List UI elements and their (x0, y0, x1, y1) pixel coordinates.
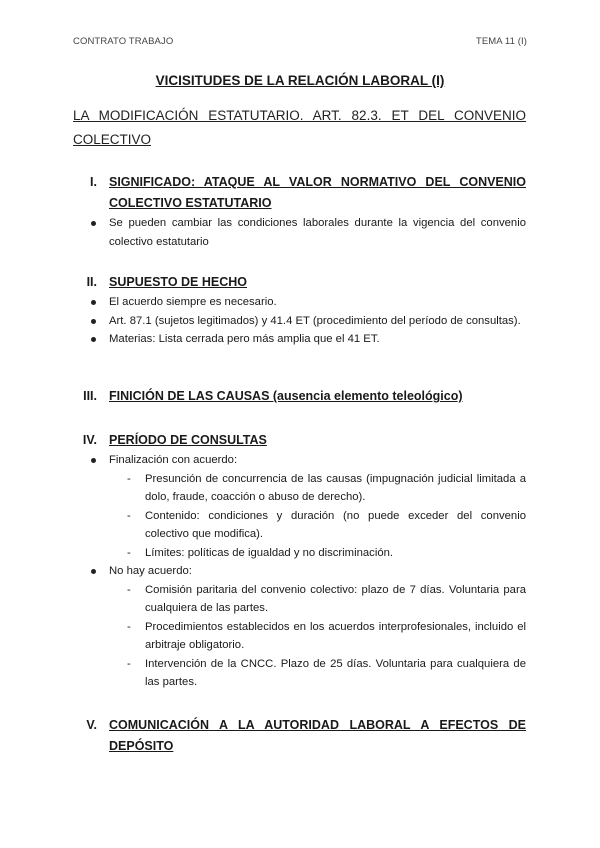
sub-list-item: - Presunción de concurrencia de las causas (impugnación judicial limitada a dolo, fraude, coacción o abuso de derecho). (73, 470, 526, 507)
section-heading (73, 272, 526, 293)
document-title: VICISITUDES DE LA RELACIÓN LABORAL (I) (155, 73, 445, 88)
list-item: Materias: Lista cerrada pero más amplia que el 41 ET. (73, 330, 526, 349)
section-number: V. (86, 718, 97, 732)
sub-list-item: - Procedimientos establecidos en los acuerdos interprofesionales, incluido el arbitraje obligatorio. (73, 618, 526, 655)
document-subtitle: LA MODIFICACIÓN ESTATUTARIO. ART. 82.3. ET DEL CONVENIO COLECTIVO (73, 108, 526, 147)
sub-list-item: - Límites: políticas de igualdad y no discriminación. (73, 544, 526, 563)
bullet-icon (91, 221, 96, 226)
dash-marker: - (127, 546, 131, 559)
section-heading (73, 430, 526, 451)
sub-list-item: - Contenido: condiciones y duración (no puede exceder del convenio colectivo que modifica). (73, 507, 526, 544)
section-heading (73, 172, 526, 214)
bullet-icon (91, 300, 96, 305)
sub-list-agreement (73, 470, 526, 563)
list-item: Se pueden cambiar las condiciones laborales durante la vigencia del convenio colectivo estatutario (73, 214, 526, 251)
sub-list-item: - Comisión paritaria del convenio colectivo: plazo de 7 días. Voluntaria para cualquiera de las partes. (73, 581, 526, 618)
bullet-list (73, 214, 526, 251)
bullet-list (73, 562, 526, 581)
section-heading (73, 715, 526, 757)
running-header-right: TEMA 11 (I) (475, 36, 527, 47)
bullet-icon (91, 337, 96, 342)
sub-list-item: - Intervención de la CNCC. Plazo de 25 días. Voluntaria para cualquiera de las partes. (73, 655, 526, 692)
running-header-left: CONTRATO TRABAJO (73, 36, 174, 47)
list-item: Finalización con acuerdo: (73, 451, 526, 470)
dash-marker: - (127, 620, 131, 633)
dash-marker: - (127, 657, 131, 670)
bullet-list (73, 293, 526, 349)
bullet-icon (91, 319, 96, 324)
bullet-icon (91, 569, 96, 574)
bullet-list (73, 451, 526, 470)
dash-marker: - (127, 509, 131, 522)
dash-marker: - (127, 583, 131, 596)
section-heading-text: COMUNICACIÓN A LA AUTORIDAD LABORAL A EFECTOS DE DEPÓSITO (109, 718, 526, 753)
section-1 (73, 172, 526, 251)
section-heading (73, 386, 526, 407)
sub-list-no-agreement (73, 581, 526, 692)
dash-marker: - (127, 472, 131, 485)
section-number: IV. (82, 433, 97, 447)
section-3 (73, 386, 526, 407)
list-item: El acuerdo siempre es necesario. (73, 293, 526, 312)
section-number: I. (90, 175, 97, 189)
list-item: No hay acuerdo: (73, 562, 526, 581)
section-5 (73, 715, 526, 757)
section-2 (73, 272, 526, 349)
section-heading-text: FINICIÓN DE LAS CAUSAS (ausencia elemento teleológico) (109, 389, 463, 403)
section-heading-text: SUPUESTO DE HECHO (109, 275, 247, 289)
bullet-icon (91, 458, 96, 463)
section-number: III. (83, 389, 97, 403)
list-item: Art. 87.1 (sujetos legitimados) y 41.4 ET (procedimiento del período de consultas). (73, 312, 526, 331)
section-heading-text: PERÍODO DE CONSULTAS (109, 433, 267, 447)
section-4 (73, 430, 526, 692)
section-heading-text: SIGNIFICADO: ATAQUE AL VALOR NORMATIVO DEL CONVENIO COLECTIVO ESTATUTARIO (109, 175, 526, 210)
section-number: II. (86, 275, 97, 289)
